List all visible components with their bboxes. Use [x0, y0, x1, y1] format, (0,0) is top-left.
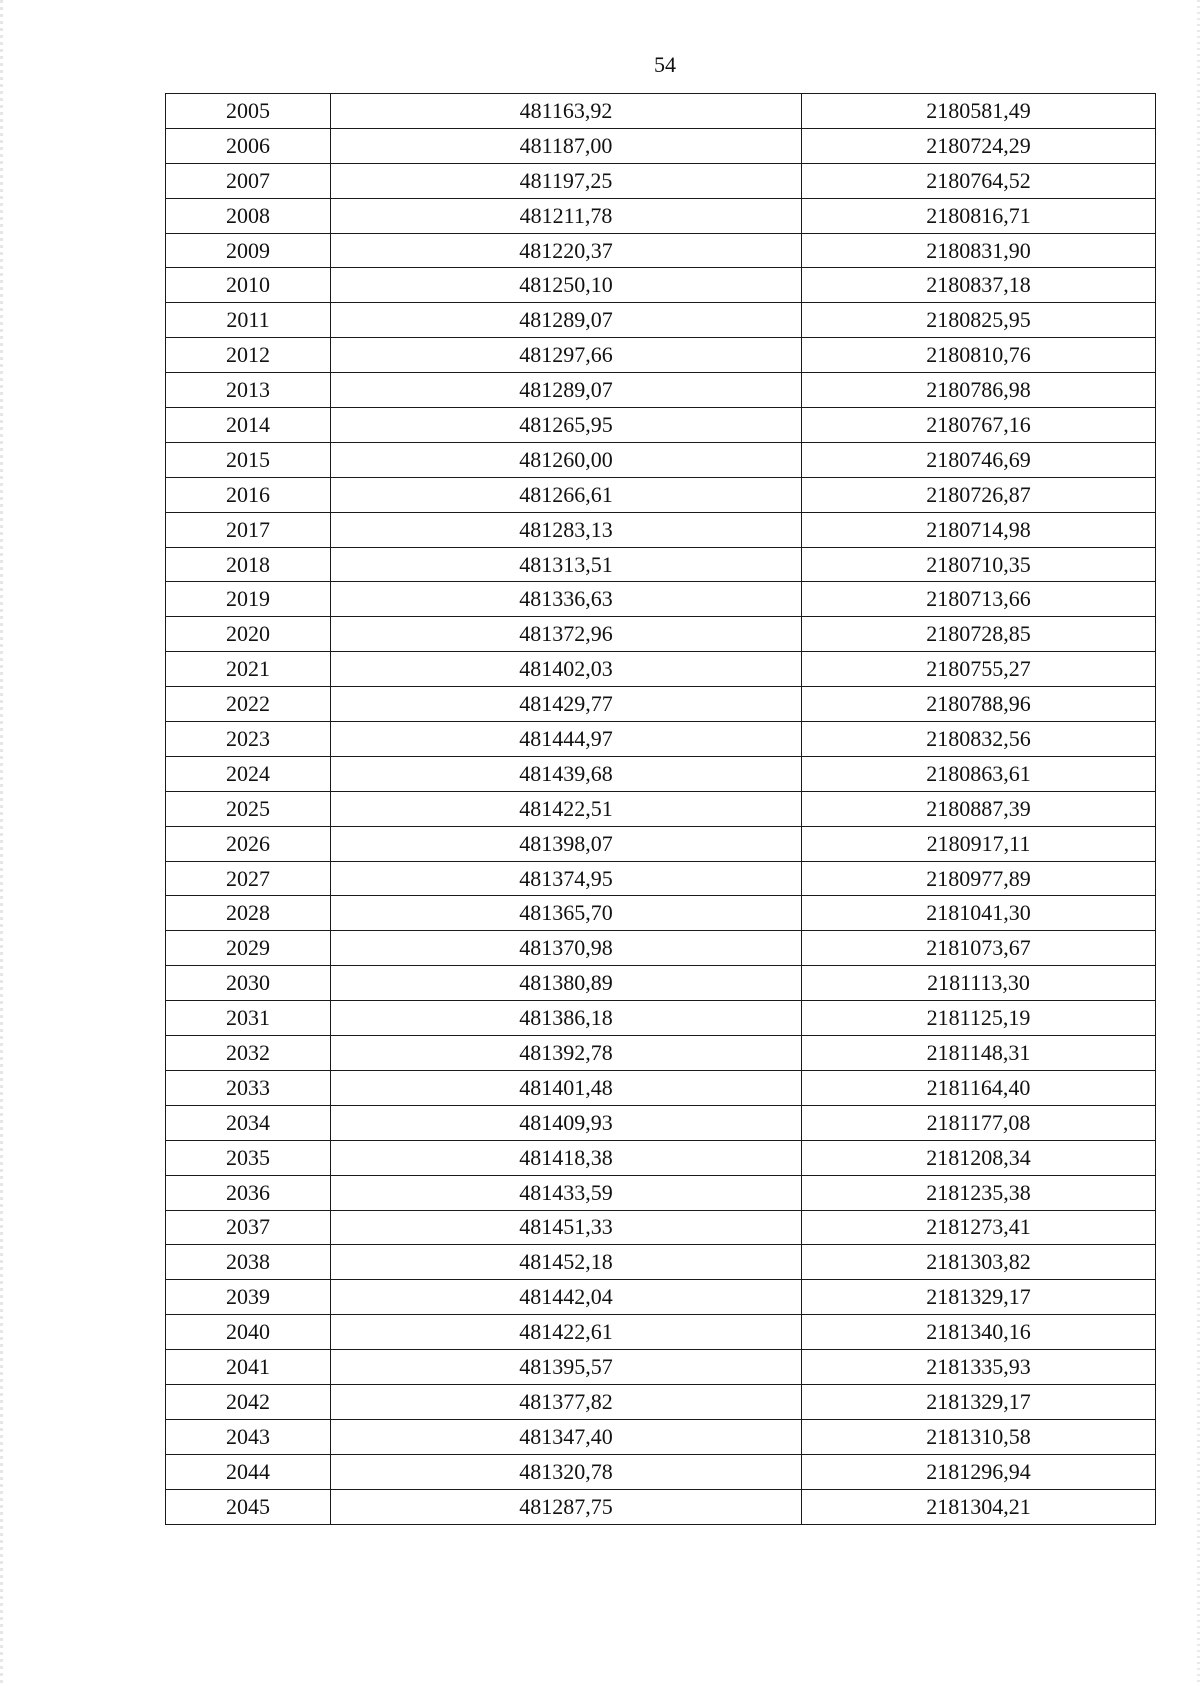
scan-edge-left — [0, 0, 3, 1686]
point-number-cell: 2039 — [166, 1280, 331, 1315]
y-coordinate-cell: 2180726,87 — [802, 477, 1156, 512]
x-coordinate-cell: 481398,07 — [331, 826, 802, 861]
table-row — [166, 442, 1156, 477]
table-row — [166, 338, 1156, 373]
point-number-cell: 2041 — [166, 1350, 331, 1385]
x-coordinate-cell: 481370,98 — [331, 931, 802, 966]
table-row — [166, 1350, 1156, 1385]
table-row — [166, 1245, 1156, 1280]
point-number-cell: 2016 — [166, 477, 331, 512]
point-number-cell: 2030 — [166, 966, 331, 1001]
y-coordinate-cell: 2181208,34 — [802, 1140, 1156, 1175]
table-row — [166, 722, 1156, 757]
x-coordinate-cell: 481313,51 — [331, 547, 802, 582]
table-row — [166, 1140, 1156, 1175]
point-number-cell: 2023 — [166, 722, 331, 757]
x-coordinate-cell: 481395,57 — [331, 1350, 802, 1385]
y-coordinate-cell: 2181329,17 — [802, 1384, 1156, 1419]
table-row — [166, 861, 1156, 896]
x-coordinate-cell: 481392,78 — [331, 1036, 802, 1071]
y-coordinate-cell: 2181303,82 — [802, 1245, 1156, 1280]
y-coordinate-cell: 2180977,89 — [802, 861, 1156, 896]
point-number-cell: 2028 — [166, 896, 331, 931]
point-number-cell: 2012 — [166, 338, 331, 373]
y-coordinate-cell: 2180831,90 — [802, 233, 1156, 268]
y-coordinate-cell: 2181340,16 — [802, 1315, 1156, 1350]
y-coordinate-cell: 2180713,66 — [802, 582, 1156, 617]
y-coordinate-cell: 2180825,95 — [802, 303, 1156, 338]
y-coordinate-cell: 2181177,08 — [802, 1105, 1156, 1140]
x-coordinate-cell: 481211,78 — [331, 198, 802, 233]
table-row — [166, 931, 1156, 966]
point-number-cell: 2029 — [166, 931, 331, 966]
y-coordinate-cell: 2180746,69 — [802, 442, 1156, 477]
point-number-cell: 2040 — [166, 1315, 331, 1350]
x-coordinate-cell: 481197,25 — [331, 163, 802, 198]
y-coordinate-cell: 2181148,31 — [802, 1036, 1156, 1071]
point-number-cell: 2006 — [166, 128, 331, 163]
table-row — [166, 1105, 1156, 1140]
coordinates-table-body — [166, 94, 1156, 1525]
y-coordinate-cell: 2181164,40 — [802, 1070, 1156, 1105]
table-row — [166, 1070, 1156, 1105]
table-row — [166, 617, 1156, 652]
point-number-cell: 2031 — [166, 1001, 331, 1036]
y-coordinate-cell: 2180764,52 — [802, 163, 1156, 198]
point-number-cell: 2037 — [166, 1210, 331, 1245]
x-coordinate-cell: 481283,13 — [331, 512, 802, 547]
x-coordinate-cell: 481442,04 — [331, 1280, 802, 1315]
table-row — [166, 582, 1156, 617]
table-row — [166, 233, 1156, 268]
x-coordinate-cell: 481422,51 — [331, 791, 802, 826]
point-number-cell: 2032 — [166, 1036, 331, 1071]
x-coordinate-cell: 481386,18 — [331, 1001, 802, 1036]
y-coordinate-cell: 2180710,35 — [802, 547, 1156, 582]
x-coordinate-cell: 481266,61 — [331, 477, 802, 512]
x-coordinate-cell: 481187,00 — [331, 128, 802, 163]
x-coordinate-cell: 481372,96 — [331, 617, 802, 652]
point-number-cell: 2043 — [166, 1419, 331, 1454]
table-row — [166, 373, 1156, 408]
y-coordinate-cell: 2181296,94 — [802, 1454, 1156, 1489]
point-number-cell: 2027 — [166, 861, 331, 896]
x-coordinate-cell: 481289,07 — [331, 303, 802, 338]
y-coordinate-cell: 2180832,56 — [802, 722, 1156, 757]
y-coordinate-cell: 2181125,19 — [802, 1001, 1156, 1036]
table-row — [166, 547, 1156, 582]
y-coordinate-cell: 2181113,30 — [802, 966, 1156, 1001]
point-number-cell: 2009 — [166, 233, 331, 268]
table-row — [166, 303, 1156, 338]
point-number-cell: 2022 — [166, 687, 331, 722]
table-row — [166, 1489, 1156, 1524]
table-row — [166, 477, 1156, 512]
point-number-cell: 2005 — [166, 94, 331, 129]
y-coordinate-cell: 2181273,41 — [802, 1210, 1156, 1245]
table-row — [166, 1454, 1156, 1489]
point-number-cell: 2033 — [166, 1070, 331, 1105]
x-coordinate-cell: 481336,63 — [331, 582, 802, 617]
x-coordinate-cell: 481289,07 — [331, 373, 802, 408]
point-number-cell: 2045 — [166, 1489, 331, 1524]
point-number-cell: 2014 — [166, 408, 331, 443]
x-coordinate-cell: 481452,18 — [331, 1245, 802, 1280]
y-coordinate-cell: 2180755,27 — [802, 652, 1156, 687]
point-number-cell: 2010 — [166, 268, 331, 303]
point-number-cell: 2007 — [166, 163, 331, 198]
y-coordinate-cell: 2181041,30 — [802, 896, 1156, 931]
y-coordinate-cell: 2180724,29 — [802, 128, 1156, 163]
y-coordinate-cell: 2181335,93 — [802, 1350, 1156, 1385]
x-coordinate-cell: 481401,48 — [331, 1070, 802, 1105]
x-coordinate-cell: 481163,92 — [331, 94, 802, 129]
x-coordinate-cell: 481320,78 — [331, 1454, 802, 1489]
x-coordinate-cell: 481444,97 — [331, 722, 802, 757]
table-row — [166, 94, 1156, 129]
point-number-cell: 2015 — [166, 442, 331, 477]
x-coordinate-cell: 481409,93 — [331, 1105, 802, 1140]
x-coordinate-cell: 481220,37 — [331, 233, 802, 268]
point-number-cell: 2044 — [166, 1454, 331, 1489]
table-row — [166, 687, 1156, 722]
x-coordinate-cell: 481433,59 — [331, 1175, 802, 1210]
table-row — [166, 652, 1156, 687]
point-number-cell: 2035 — [166, 1140, 331, 1175]
table-row — [166, 1280, 1156, 1315]
y-coordinate-cell: 2180810,76 — [802, 338, 1156, 373]
point-number-cell: 2024 — [166, 756, 331, 791]
table-row — [166, 1384, 1156, 1419]
y-coordinate-cell: 2181329,17 — [802, 1280, 1156, 1315]
y-coordinate-cell: 2180786,98 — [802, 373, 1156, 408]
point-number-cell: 2008 — [166, 198, 331, 233]
point-number-cell: 2026 — [166, 826, 331, 861]
table-row — [166, 512, 1156, 547]
point-number-cell: 2020 — [166, 617, 331, 652]
table-row — [166, 128, 1156, 163]
table-row — [166, 268, 1156, 303]
table-row — [166, 1210, 1156, 1245]
table-row — [166, 1036, 1156, 1071]
y-coordinate-cell: 2180581,49 — [802, 94, 1156, 129]
point-number-cell: 2025 — [166, 791, 331, 826]
y-coordinate-cell: 2180767,16 — [802, 408, 1156, 443]
table-row — [166, 163, 1156, 198]
point-number-cell: 2042 — [166, 1384, 331, 1419]
point-number-cell: 2018 — [166, 547, 331, 582]
point-number-cell: 2017 — [166, 512, 331, 547]
y-coordinate-cell: 2180837,18 — [802, 268, 1156, 303]
y-coordinate-cell: 2181310,58 — [802, 1419, 1156, 1454]
x-coordinate-cell: 481377,82 — [331, 1384, 802, 1419]
coordinates-table — [165, 93, 1156, 1525]
y-coordinate-cell: 2180728,85 — [802, 617, 1156, 652]
x-coordinate-cell: 481297,66 — [331, 338, 802, 373]
x-coordinate-cell: 481365,70 — [331, 896, 802, 931]
x-coordinate-cell: 481265,95 — [331, 408, 802, 443]
y-coordinate-cell: 2180917,11 — [802, 826, 1156, 861]
y-coordinate-cell: 2181073,67 — [802, 931, 1156, 966]
y-coordinate-cell: 2180714,98 — [802, 512, 1156, 547]
x-coordinate-cell: 481287,75 — [331, 1489, 802, 1524]
point-number-cell: 2036 — [166, 1175, 331, 1210]
table-row — [166, 1175, 1156, 1210]
x-coordinate-cell: 481418,38 — [331, 1140, 802, 1175]
table-row — [166, 1315, 1156, 1350]
point-number-cell: 2019 — [166, 582, 331, 617]
x-coordinate-cell: 481347,40 — [331, 1419, 802, 1454]
x-coordinate-cell: 481374,95 — [331, 861, 802, 896]
y-coordinate-cell: 2180887,39 — [802, 791, 1156, 826]
table-row — [166, 896, 1156, 931]
x-coordinate-cell: 481422,61 — [331, 1315, 802, 1350]
x-coordinate-cell: 481250,10 — [331, 268, 802, 303]
y-coordinate-cell: 2180816,71 — [802, 198, 1156, 233]
x-coordinate-cell: 481402,03 — [331, 652, 802, 687]
point-number-cell: 2038 — [166, 1245, 331, 1280]
y-coordinate-cell: 2181235,38 — [802, 1175, 1156, 1210]
table-row — [166, 1001, 1156, 1036]
table-row — [166, 1419, 1156, 1454]
x-coordinate-cell: 481429,77 — [331, 687, 802, 722]
y-coordinate-cell: 2181304,21 — [802, 1489, 1156, 1524]
table-row — [166, 826, 1156, 861]
point-number-cell: 2034 — [166, 1105, 331, 1140]
table-row — [166, 198, 1156, 233]
table-row — [166, 791, 1156, 826]
x-coordinate-cell: 481439,68 — [331, 756, 802, 791]
y-coordinate-cell: 2180788,96 — [802, 687, 1156, 722]
point-number-cell: 2013 — [166, 373, 331, 408]
x-coordinate-cell: 481451,33 — [331, 1210, 802, 1245]
x-coordinate-cell: 481260,00 — [331, 442, 802, 477]
point-number-cell: 2011 — [166, 303, 331, 338]
x-coordinate-cell: 481380,89 — [331, 966, 802, 1001]
table-row — [166, 408, 1156, 443]
table-row — [166, 966, 1156, 1001]
point-number-cell: 2021 — [166, 652, 331, 687]
page-number: 54 — [654, 52, 676, 77]
table-row — [166, 756, 1156, 791]
y-coordinate-cell: 2180863,61 — [802, 756, 1156, 791]
